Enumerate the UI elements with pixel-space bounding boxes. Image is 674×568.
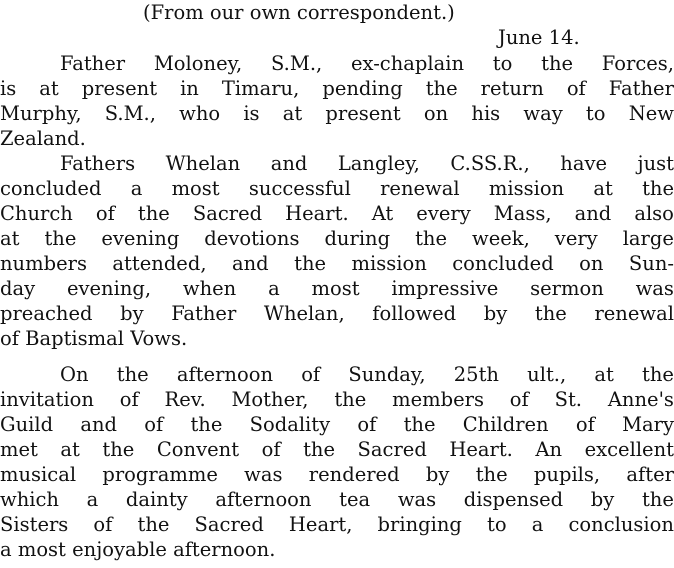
paragraph-line: Church of the Sacred Heart. At every Mass, and also (0, 202, 674, 225)
paragraph-line: Sisters of the Sacred Heart, bringing to a conclusion (0, 513, 674, 536)
paragraph-line: numbers attended, and the mission concluded on Sun- (0, 252, 674, 275)
paragraph-line: which a dainty afternoon tea was dispensed by the (0, 488, 674, 511)
paragraph-line: Murphy, S.M., who is at present on his way to New (0, 102, 674, 125)
paragraph-line: On the afternoon of Sunday, 25th ult., at the (60, 363, 674, 386)
paragraph-line: a most enjoyable afternoon. (0, 538, 276, 561)
paragraph-line: musical programme was rendered by the pupils, after (0, 463, 674, 486)
paragraph-line: Father Moloney, S.M., ex-chaplain to the Forces, (60, 52, 674, 75)
paragraph-line: met at the Convent of the Sacred Heart. An excellent (0, 438, 674, 461)
paragraph-line: day evening, when a most impressive sermon was (0, 277, 674, 300)
paragraph-line: concluded a most successful renewal mission at the (0, 177, 674, 200)
paragraph-line: at the evening devotions during the week, very large (0, 227, 674, 250)
article-dateline: June 14. (498, 26, 580, 49)
paragraph-line: preached by Father Whelan, followed by the renewal (0, 302, 674, 325)
paragraph-line: invitation of Rev. Mother, the members of St. Anne's (0, 388, 674, 411)
paragraph-line: of Baptismal Vows. (0, 327, 188, 350)
paragraph-line: Guild and of the Sodality of the Children of Mary (0, 413, 674, 436)
paragraph-line: is at present in Timaru, pending the return of Father (0, 77, 674, 100)
paragraph-line: Fathers Whelan and Langley, C.SS.R., have just (60, 152, 674, 175)
paragraph-line: Zealand. (0, 127, 86, 150)
article-heading: (From our own correspondent.) (143, 1, 455, 24)
